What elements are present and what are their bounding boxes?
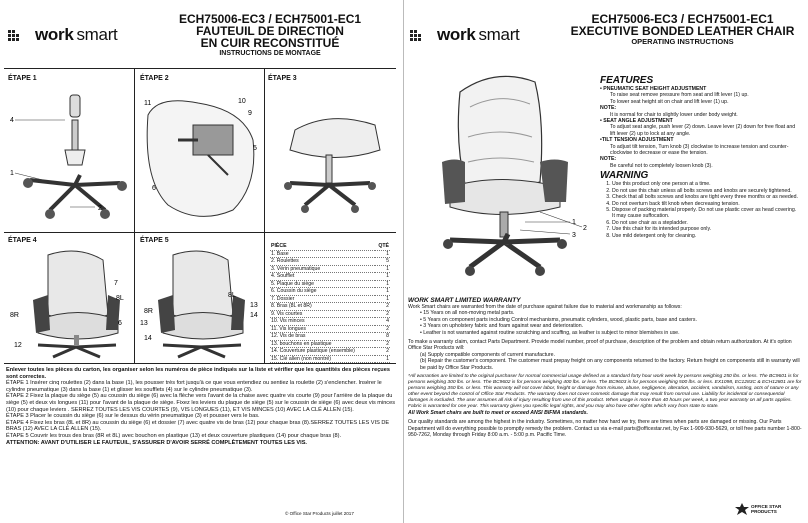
svg-text:8L: 8L — [116, 295, 124, 302]
part-qty: 1 — [375, 280, 390, 288]
parts-row — [270, 250, 390, 258]
part-name: 4. Soufflet — [270, 273, 375, 281]
part-qty: 1 — [375, 355, 390, 363]
feature-line: It is normal for chair to slightly lower under body weight. — [610, 111, 738, 118]
warnings-list — [600, 181, 800, 239]
right-title: EXECUTIVE BONDED LEATHER CHAIR — [570, 24, 795, 38]
part-qty: 2 — [375, 310, 390, 318]
warranty-items — [408, 310, 804, 336]
worksmart-logo-right — [410, 25, 520, 45]
parts-row — [270, 340, 390, 348]
warning-item: 1. Use this product only one person at a time. — [612, 181, 800, 187]
claim-text: To make a warranty claim, contact Parts Department. Provide model number, proof of purchase, description of the problem and obtain return authorization. At it's option Office Star Products will: — [408, 339, 792, 352]
part-qty: 1 — [375, 288, 390, 296]
svg-text:14: 14 — [144, 335, 152, 342]
parts-header-name: PIÈCE — [270, 243, 375, 250]
step-3-seat-on-base-illustration — [270, 85, 395, 225]
parts-row — [270, 265, 390, 273]
svg-text:11: 11 — [144, 100, 152, 107]
warning-item: 8. Use mild detergent only for cleaning. — [612, 233, 800, 239]
warning-item: 5. Dispose of packing material properly. Do not use plastic cover as head covering. It may cause suffocation. — [612, 207, 800, 220]
feature-heading: • SEAT ANGLE ADJUSTMENT — [600, 118, 673, 125]
left-header — [165, 13, 375, 58]
logo-word-smart-right: smart — [478, 25, 520, 44]
worksmart-logo-left — [8, 25, 118, 45]
parts-header-qty: QTÉ — [375, 243, 390, 250]
left-title-1: FAUTEUIL DE DIRECTION — [196, 24, 344, 38]
contact-text: Our quality standards are among the highest in the industry. Sometimes, no matter how hard we try, there are times when parts are damaged or missing. Our Parts Department will do everything possible to promptly remedy the problem. Contact us via e-mail parts@officestar.net, by Fax 1-909-930-5629, or toll free parts number 1-800-950-7262, Monday through Friday 8:00 a.m. - 5:00 p.m. Pacific Time. — [408, 419, 802, 439]
parts-row — [270, 348, 390, 356]
parts-table — [270, 243, 390, 363]
part-qty: 8 — [375, 333, 390, 341]
logo-word-smart: smart — [76, 25, 118, 44]
warning-item: 7. Use this chair for its intended purpose only. — [612, 226, 800, 232]
warranty-intro: Work Smart chairs are warranted from the date of purchase against failure due to material and workmanship as follows: — [408, 304, 682, 310]
left-subtitle: INSTRUCTIONS DE MONTAGE — [219, 50, 321, 57]
logo-word-work-right: work — [437, 25, 476, 44]
svg-text:4: 4 — [10, 117, 14, 124]
step-4-label: ÉTAPE 4 — [8, 237, 37, 244]
office-star-logo — [735, 503, 781, 515]
part-qty: 1 — [375, 250, 390, 258]
left-col-divider-1 — [134, 68, 135, 363]
warranty-fineprint: *All warranties are limited to the original purchaser for normal commercial usage defined as a standard forty hour work week by persons weighing 250 lbs. or less. The BC9601 is for persons weighing 300 lbs. or less. The BC9602 is for persons weighing 400 lbs. or less. The BC9603 is for persons weighing 500 lbs. or less. EX1098, EC1283C & ECH12801 are for persons weighing 350 lbs. or less. This warranty will not cover labor, freight or damage from misuse, abuse, negligence, alteration, accident, vandalism, rusting, acts of nature or any other event beyond the control of Office Star Products. The warranty does not cover cosmetic damage that may result from normal use. Liability for incidental or consequential damages is excluded. The user assumes all risk of injury resulting from use of this product. When usage is more than 40 hours per week, a two year warranty on all parts applies. Fabric is warranted for one year. This warranty gives you specific legal rights, and you may also have other rights which vary from state to state. — [408, 374, 802, 410]
part-name: 13. bouchons en plastique — [270, 340, 375, 348]
svg-text:8L: 8L — [228, 292, 236, 299]
part-qty: 1 — [375, 273, 390, 281]
step-1-base-illustration — [10, 85, 130, 225]
svg-text:6: 6 — [152, 185, 156, 192]
part-name: 3. Vérin pneumatique — [270, 265, 375, 273]
parts-list — [270, 243, 390, 363]
part-name: 1. Base — [270, 250, 375, 258]
step-5-covers-illustration — [138, 245, 263, 360]
svg-text:8R: 8R — [144, 308, 153, 315]
warranty-fineprint-bold: All Work Smart chairs are built to meet or exceed ANSI BIFMA standards. — [408, 410, 588, 417]
step-1-label: ÉTAPE 1 — [8, 75, 37, 82]
instr-step-1: ÉTAPE 1 Insérer cinq roulettes (2) dans la base (1), les pousser très fort jusqu'à ce que vous entendiez ou sentiez la roulette (2) s'enclencher. Insérer le cylindre pneumatique (3) dans la base (1) et glisser les soufflets (4) sur le cylindre pneumatique (3). — [6, 380, 382, 393]
part-name: 7. Dossier — [270, 295, 375, 303]
page-divider — [403, 0, 404, 523]
parts-row — [270, 288, 390, 296]
part-name: 12. Vis de bras — [270, 333, 375, 341]
part-name: 14. Couverture plastique (ensemble) — [270, 348, 375, 356]
feature-line: To lower seat height sit on chair and lift lever (1) up. — [610, 98, 729, 105]
part-name: 11. Vis longues — [270, 325, 375, 333]
claim-option-a: (a) Supply compatible components of current manufacture. — [420, 351, 555, 358]
svg-text:13: 13 — [140, 320, 148, 327]
svg-text:12: 12 — [14, 342, 22, 349]
feature-heading: • PNEUMATIC SEAT HEIGHT ADJUSTMENT — [600, 86, 707, 92]
logo-word-work: work — [35, 25, 74, 44]
part-name: 5. Plaque du siège — [270, 280, 375, 288]
part-qty: 5 — [375, 258, 390, 266]
worksmart-mark-icon — [410, 27, 434, 43]
part-name: 2. Roulettes — [270, 258, 375, 266]
part-name: 10. Vis minces — [270, 318, 375, 326]
warning-item: 3. Check that all bolts screws and knobs are tight every three months or as needed. — [612, 194, 800, 200]
parts-row — [270, 325, 390, 333]
left-divider-mid — [4, 232, 396, 233]
step-2-seat-plate-illustration — [138, 85, 263, 230]
assembly-instructions — [6, 367, 396, 446]
svg-text:14: 14 — [250, 312, 258, 319]
warranty-heading: WORK SMART LIMITED WARRANTY — [408, 297, 521, 304]
parts-row — [270, 310, 390, 318]
warning-item: 4. Do not overturn back tilt knob when decreasing tension. — [612, 201, 800, 207]
left-col-divider-2 — [264, 68, 265, 232]
features-section — [600, 75, 800, 239]
chair-illustration — [420, 62, 590, 287]
svg-text:13: 13 — [250, 302, 258, 309]
features-heading: FEATURES — [600, 75, 654, 86]
warning-heading: WARNING — [600, 170, 649, 182]
svg-text:10: 10 — [238, 98, 246, 105]
left-divider-bottom — [4, 363, 396, 364]
svg-text:9: 9 — [248, 110, 252, 117]
parts-header-row — [270, 243, 390, 250]
left-divider-top — [4, 68, 396, 69]
warranty-item: • 5 Years on component parts including Control mechanisms, pneumatic cylinders, wood, plastic parts, base and casters. — [420, 316, 697, 323]
worksmart-mark-icon — [8, 27, 32, 43]
parts-row — [270, 295, 390, 303]
features-list — [600, 86, 800, 169]
parts-row — [270, 333, 390, 341]
instr-step-3: ÉTAPE 3 Placer le coussin du siège (6) sur le dessus du vérin pneumatique (3) et pousser vers le bas. — [6, 413, 260, 420]
right-subtitle: OPERATING INSTRUCTIONS — [631, 37, 734, 46]
warranty-item: • 15 Years on all non-moving metal parts. — [420, 310, 515, 317]
left-col-divider-3 — [264, 232, 265, 363]
svg-text:1: 1 — [572, 219, 576, 226]
step-4-arms-illustration — [8, 245, 133, 360]
parts-row — [270, 318, 390, 326]
warranty-section — [408, 297, 804, 439]
warranty-item: • 3 Years on upholstery fabric and foam against wear and deterioration. — [420, 323, 584, 330]
step-2-label: ÉTAPE 2 — [140, 75, 169, 82]
parts-row — [270, 280, 390, 288]
svg-text:2: 2 — [583, 225, 587, 232]
office-star-icon — [735, 503, 749, 515]
warning-item: 2. Do not use this chair unless all bolts screws and knobs are securely tightened. — [612, 188, 800, 194]
left-footer: © Office Star Products juillet 2017 — [285, 511, 354, 516]
part-name: 9. Vis courtes — [270, 310, 375, 318]
feature-heading: •TILT TENSION ADJUSTMENT — [600, 137, 674, 144]
instr-intro: Enlever toutes les pièces du carton, les organiser selon les numéros de pièce indiqués sur la liste et vérifier que les quantités des pièces reçues sont correctes. — [6, 367, 390, 380]
feature-line: To raise seat remove pressure from seat and lift lever (1) up. — [610, 92, 749, 99]
feature-line: To adjust seat angle, push lever (2) down. Leave lever (2) down for free float and lift lever (2) up to lock at any angle. — [610, 124, 796, 137]
left-title-2: EN CUIR RECONSTITUÉ — [200, 36, 340, 50]
feature-heading: NOTE: — [600, 105, 617, 112]
svg-text:3: 3 — [572, 232, 576, 239]
claim-option-b: (b) Repair the customer's component. The customer must prepay freight on any components returned to the factory. Return freight on components still in warranty will be paid by Office Star Products. — [420, 358, 800, 371]
svg-text:5: 5 — [253, 145, 257, 152]
part-qty: 2 — [375, 325, 390, 333]
feature-line: To adjust tilt tension, Turn knob (3) clockwise to increase tension and counter-clockwise to decrease or ease the tension. — [610, 143, 789, 157]
right-model: ECH75006-EC3 / ECH75001-EC1 — [591, 12, 774, 26]
part-qty: 4 — [375, 318, 390, 326]
office-star-word: OFFICE STAR — [751, 504, 782, 509]
svg-text:8R: 8R — [10, 312, 19, 319]
step-5-label: ÉTAPE 5 — [140, 237, 169, 244]
part-name: 6. Coussin du siège — [270, 288, 375, 296]
part-qty: 2 — [375, 348, 390, 356]
part-name: 8. Bras (8L et 8R) — [270, 303, 375, 311]
feature-heading: NOTE: — [600, 156, 617, 163]
svg-text:2: 2 — [98, 205, 102, 212]
warning-item: 6. Do not use chair as a stepladder. — [612, 220, 800, 226]
parts-row — [270, 303, 390, 311]
svg-text:7: 7 — [114, 280, 118, 287]
instr-step-5: ÉTAPE 5 Couvrir les trous des bras (8R et 8L) avec bouchon en plastique (13) et deux couverture plastiques (14) pour chaque bras (8). — [6, 432, 342, 439]
office-star-word-2: PRODUCTS — [751, 509, 777, 514]
instr-step-2: ÉTAPE 2 Fixez la plaque du siège (5) au coussin du siège (6) avec la flèche vers l'avant de la chaise avec quatre vis courte (9) pour l'arrière de la plaque du siège (5) et deux vis longues (11) pour l'avant de la plaque de siège. Fixez les leviers du plaque de siège (5) sur le coussin de siège (6) avec deux vis minces (10) pour chaque leviers . SERREZ TOUTES LES VIS COURTES (9), VIS LONGUES (11), ET VIS MINCES (10) AVEC LA CLÉ ALLEN (15). — [6, 393, 396, 413]
part-qty: 2 — [375, 303, 390, 311]
warranty-item: • Leather is not warranted against routine scratching and scuffing, as leather is subject to minor blemishes in use. — [420, 329, 680, 336]
part-qty: 2 — [375, 340, 390, 348]
part-name: 15. Clé allen (non montré) — [270, 355, 375, 363]
parts-row — [270, 273, 390, 281]
part-qty: 1 — [375, 265, 390, 273]
parts-row — [270, 355, 390, 363]
left-model: ECH75006-EC3 / ECH75001-EC1 — [178, 12, 362, 26]
svg-text:1: 1 — [10, 170, 14, 177]
part-qty: 1 — [375, 295, 390, 303]
feature-line: Be careful not to completely loosen knob (3). — [610, 162, 713, 169]
instr-attention: ATTENTION: AVANT D'UTILISER LE FAUTEUIL, S'ASSURER D'AVOIR SERRÉ COMPLÈTEMENT TOUTES LES VIS. — [6, 439, 307, 446]
svg-text:6: 6 — [118, 320, 122, 327]
parts-row — [270, 258, 390, 266]
instr-step-4: ÉTAPE 4 Fixez les bras (8L et 8R) au coussin du siège (6) et dossier (7) avec quatre vis de bras (12) pour chaque bras (8).SERREZ TOUTES LES VIS DE BRAS (12) AVEC LA CLÉ ALLEN (15). — [6, 419, 390, 433]
step-3-label: ÉTAPE 3 — [268, 75, 297, 82]
right-header — [560, 13, 805, 47]
